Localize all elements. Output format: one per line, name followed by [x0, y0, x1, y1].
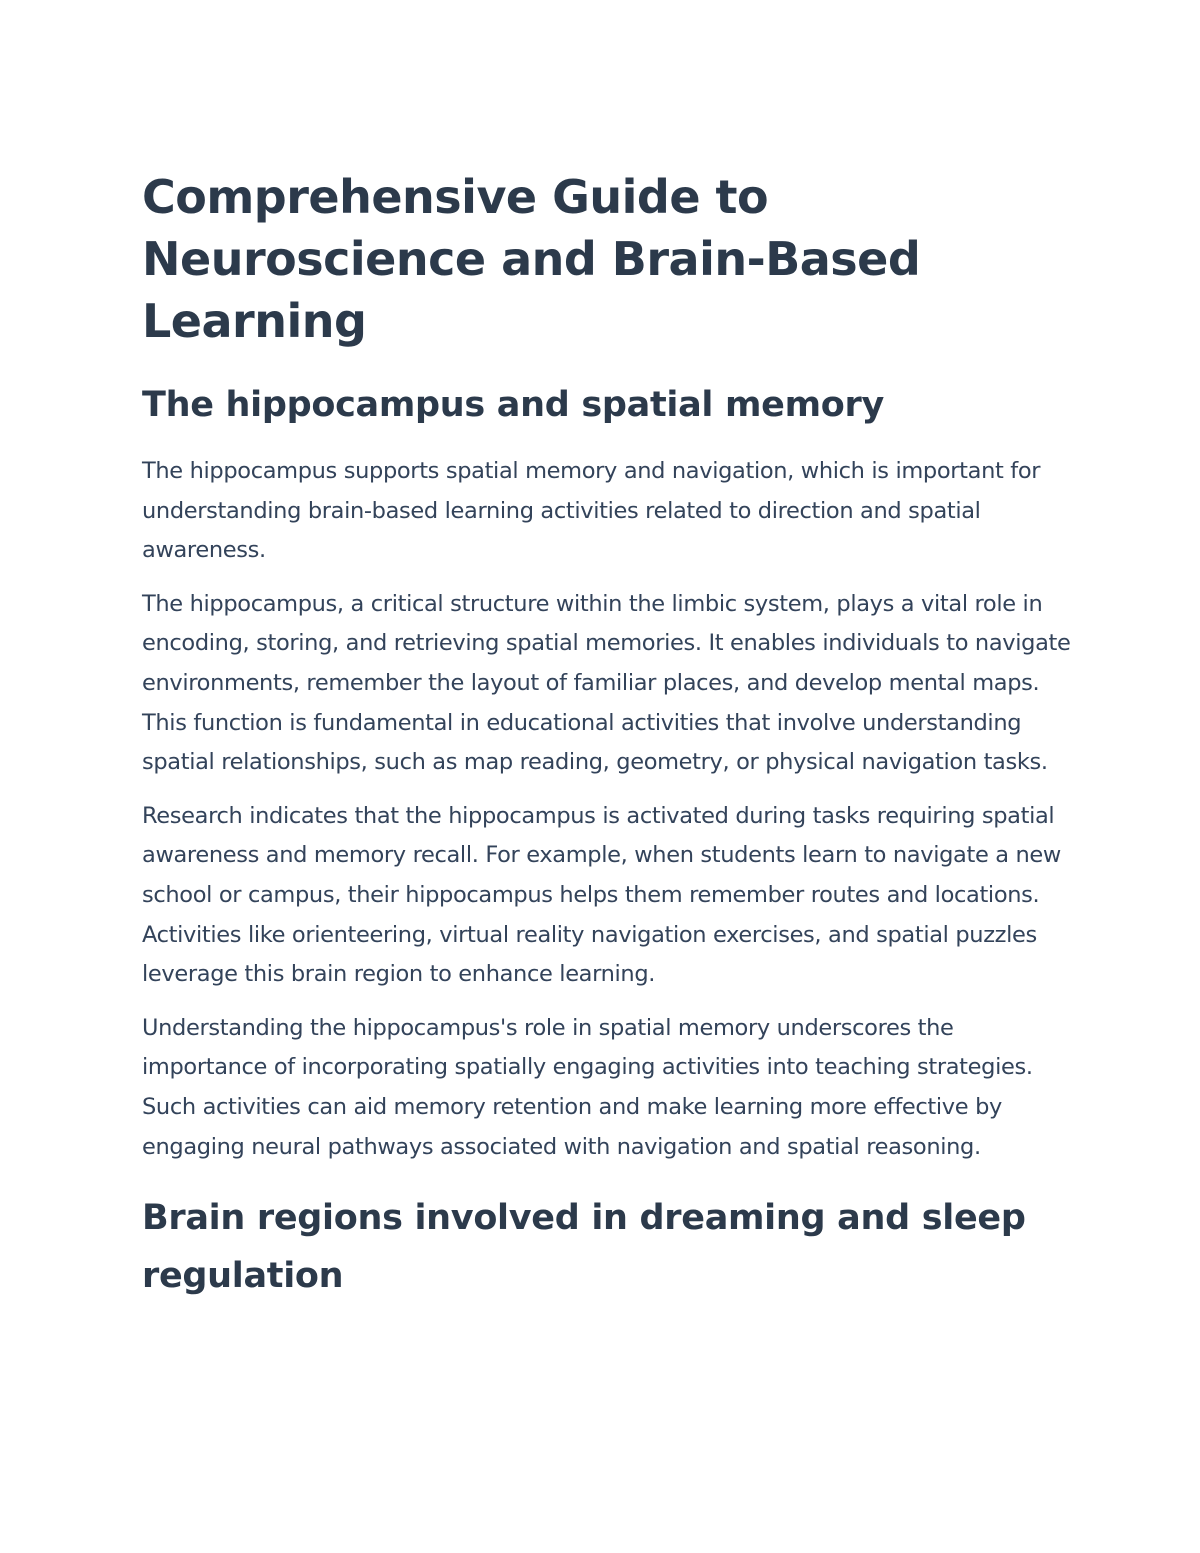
- section-body-hippocampus: [142, 452, 1072, 1167]
- document-title: Comprehensive Guide to Neuroscience and Brain-Based Learning: [142, 170, 921, 348]
- paragraph: Understanding the hippocampus's role in spatial memory underscores the importance of incorporating spatially engaging activities into teaching strategies. Such activities can aid memory retention and make learning more effective by engaging neural pathways associated with navigation and spatial reasoning.: [142, 1014, 1033, 1160]
- section-heading-dreaming: Brain regions involved in dreaming and sleep regulation: [142, 1198, 1026, 1297]
- document-page: [142, 166, 1072, 1305]
- paragraph: The hippocampus supports spatial memory and navigation, which is important for understanding brain-based learning activities related to direction and spatial awareness.: [142, 458, 1041, 564]
- paragraph: The hippocampus, a critical structure within the limbic system, plays a vital role in encoding, storing, and retrieving spatial memories. It enables individuals to navigate environments, remember the layout of familiar places, and develop mental maps. This function is fundamental in educational activities that involve understanding spatial relationships, such as map reading, geometry, or physical navigation tasks.: [142, 590, 1071, 776]
- section-heading-hippocampus: The hippocampus and spatial memory: [142, 385, 885, 425]
- paragraph: Research indicates that the hippocampus is activated during tasks requiring spatial awareness and memory recall. For example, when students learn to navigate a new school or campus, their hippocampus helps them remember routes and locations. Activities like orienteering, virtual reality navigation exercises, and spatial puzzles leverage this brain region to enhance learning.: [142, 802, 1061, 988]
